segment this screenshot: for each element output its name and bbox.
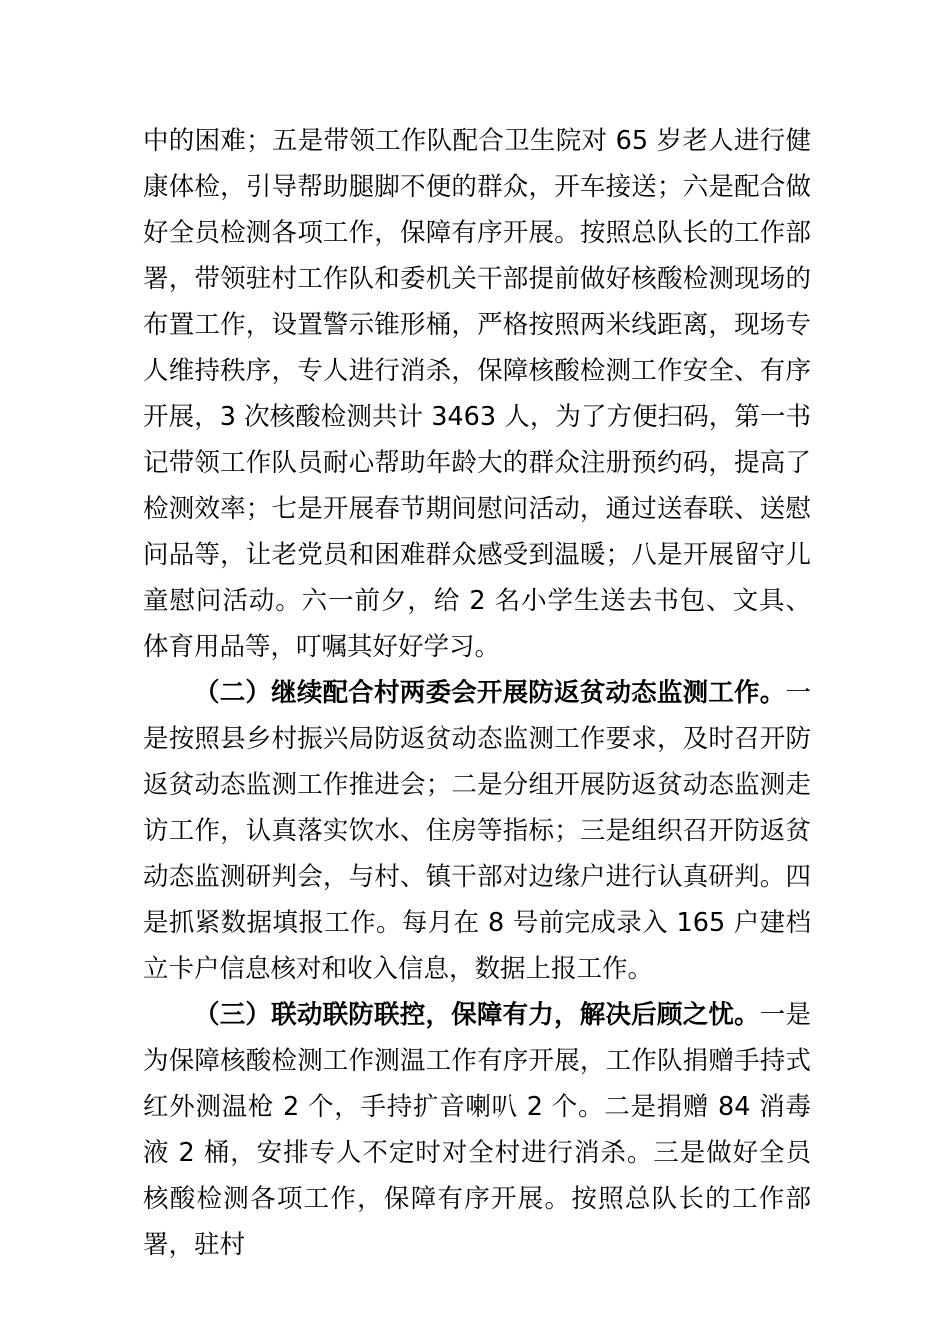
paragraph-text: 一是按照县乡村振兴局防返贫动态监测工作要求，及时召开防返贫动态监测工作推进会；二是分组开展防返贫动态监测走访工作，认真落实饮水、住房等指标；三是组织召开防返贫动态监测研判会，与村、镇干部对边缘户进行认真研判。四是抓紧数据填报工作。每月在 8 号前完成录入 165 户建档立卡户信息核对和收入信息，数据上报工作。 [143, 678, 811, 984]
document-body [143, 118, 811, 1268]
paragraph-section-3 [143, 992, 811, 1268]
paragraph-section-2 [143, 670, 811, 992]
paragraph-text: 一是 为保障核酸检测工作测温工作有序开展，工作队捐赠手持式红外测温枪 2 个，手持扩音喇叭 2 个。二是捐赠 84 消毒液 2 桶，安排专人不定时对全村进行消杀。三是做好全员核酸检测各项工作，保障有序开展。按照总队长的工作部署，驻村 [143, 1000, 811, 1260]
section-heading-2: （二）继续配合村两委会开展防返贫动态监测工作。 [194, 678, 786, 708]
section-heading-3: （三）联动联防联控，保障有力，解决后顾之忧。 [194, 1000, 760, 1030]
paragraph-continuation [143, 118, 811, 670]
paragraph-text: 中的困难；五是带领工作队配合卫生院对 65 岁老人进行健康体检，引导帮助腿脚不便的群众，开车接送；六是配合做好全员检测各项工作，保障有序开展。按照总队长的工作部署，带领驻村工作队和委机关干部提前做好核酸检测现场的布置工作，设置警示锥形桶，严格按照两米线距离，现场专人维持秩序，专人进行消杀，保障核酸检测工作安全、有序开展，3 次核酸检测共计 3463 人，为了方便扫码，第一书记带领工作队员耐心帮助年龄大的群众注册预约码，提高了检测效率；七是开展春节期间慰问活动，通过送春联、送慰问品等，让老党员和困难群众感受到温暖；八是开展留守儿童慰问活动。六一前夕，给 2 名小学生送去书包、文具、体育用品等，叮嘱其好好学习。 [143, 126, 811, 662]
